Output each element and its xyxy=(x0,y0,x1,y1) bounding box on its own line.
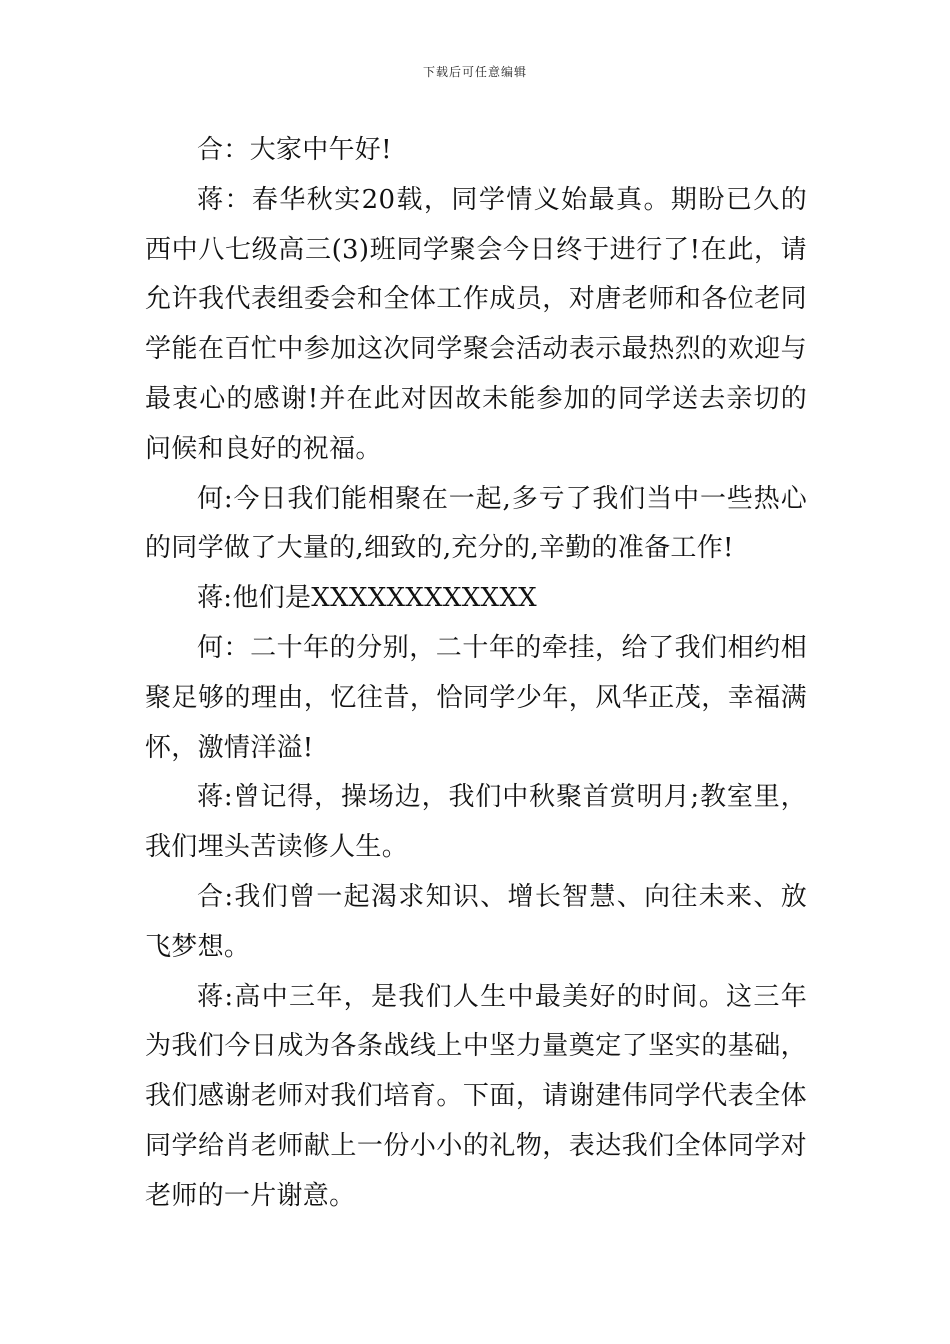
paragraph-opening-greeting: 合：大家中午好! xyxy=(197,135,392,165)
paragraph-welcome-speech: 蒋：春华秋实20载，同学情义始最真。期盼已久的西中八七级高三(3)班同学聚会今日终于进行了!在此，请允许我代表组委会和全体工作成员，对唐老师和各位老同学能在百忙中参加这次同学聚会活动表示最热烈的欢迎与最衷心的感谢!并在此对因故未能参加的同学送去亲切的问候和良好的祝福。 xyxy=(145,184,807,464)
paragraph-gift-to-teacher: 蒋:高中三年，是我们人生中最美好的时间。这三年为我们今日成为各条战线上中坚力量奠定了坚实的基础，我们感谢老师对我们培育。下面，请谢建伟同学代表全体同学给肖老师献上一份小小的礼物，表达我们全体同学对老师的一片谢意。 xyxy=(145,981,807,1211)
paragraph-organizer-names: 蒋:他们是XXXXXXXXXXXX xyxy=(197,583,537,614)
paragraph-twenty-years: 何：二十年的分别，二十年的牵挂，给了我们相约相聚足够的理由，忆往昔，恰同学少年，风华正茂，幸福满怀，激情洋溢! xyxy=(145,632,807,763)
document-body xyxy=(145,126,807,1222)
paragraph-together-dreams: 合:我们曾一起渴求知识、增长智慧、向往未来、放飞梦想。 xyxy=(145,881,807,962)
paragraph-memories: 蒋:曾记得，操场边，我们中秋聚首赏明月;教室里，我们埋头苦读修人生。 xyxy=(145,782,807,863)
page-header-note: 下载后可任意编辑 xyxy=(422,65,527,79)
paragraph-thanks-organizers: 何:今日我们能相聚在一起,多亏了我们当中一些热心的同学做了大量的,细致的,充分的,辛勤的准备工作! xyxy=(145,483,807,564)
